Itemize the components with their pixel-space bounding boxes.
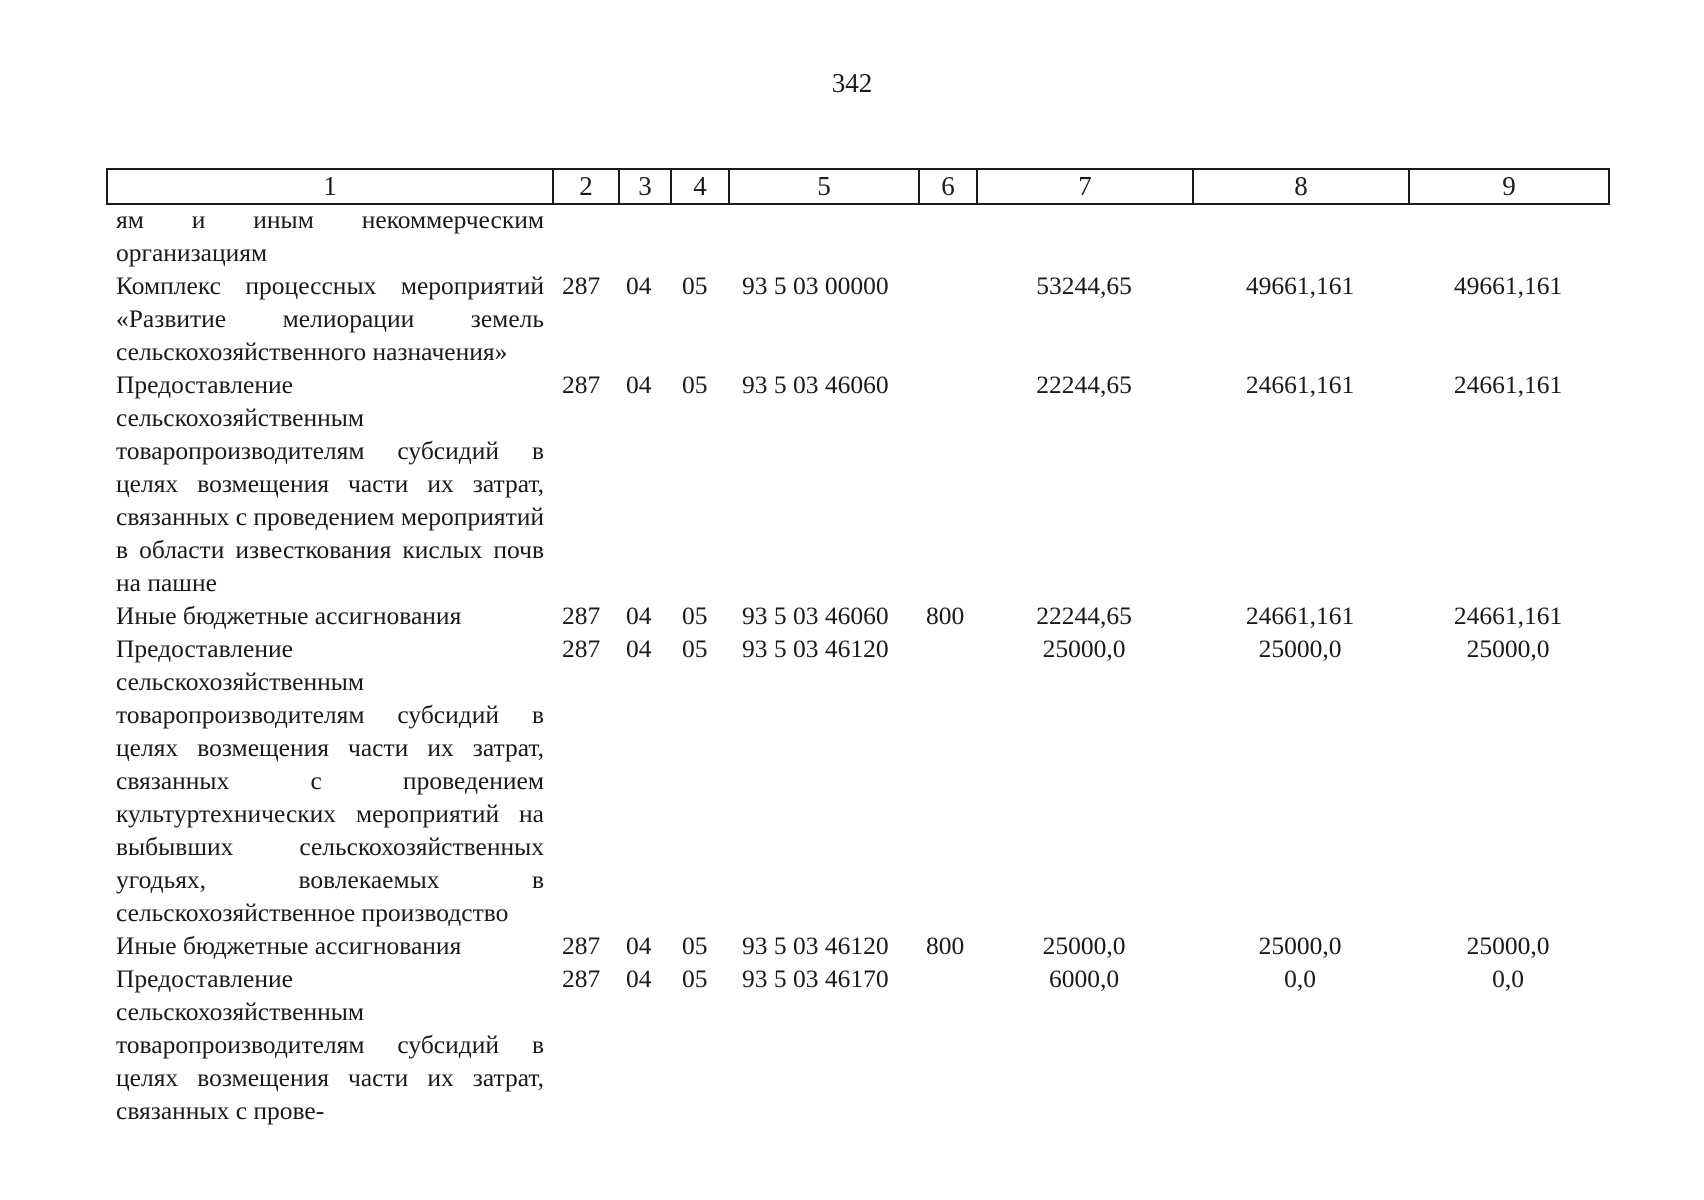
row-code-2: 287 [562,931,601,960]
row-code-6: 800 [926,601,965,630]
table-row [106,929,1608,962]
row-description: Комплекс процессных мероприятий «Развитие мелиорации земель сельскохозяйственного назначения» [116,271,544,366]
row-description: Предоставление сельскохозяйственным товаропроизводителям субсидий в целях возмещения части их затрат, связанных с прове- [116,964,544,1125]
table-row [106,962,1608,1127]
row-code-6: 800 [926,931,965,960]
row-code-5: 93 5 03 46120 [742,634,889,663]
table-row [106,368,1608,599]
row-code-3: 04 [626,271,652,300]
row-amount-7: 25000,0 [1042,634,1126,663]
row-description: Предоставление сельскохозяйственным товаропроизводителям субсидий в целях возмещения части их затрат, связанных с проведением культуртехнических мероприятий на выбывших сельскохозяйственных угодьях, вовлекаемых в сельскохозяйственное производство [116,634,544,927]
page-number: 342 [831,68,873,98]
row-code-6 [918,962,976,1127]
column-header-1: 1 [107,169,553,204]
row-code-5: 93 5 03 00000 [742,271,889,300]
row-amount-9: 25000,0 [1466,931,1550,960]
row-code-2: 287 [562,601,601,630]
table-row [106,599,1608,632]
row-code-5: 93 5 03 46120 [742,931,889,960]
column-header-3: 3 [619,169,671,204]
row-code-2: 287 [562,964,601,993]
row-code-6 [918,269,976,368]
row-description: ям и иным некоммерческим организациям [116,205,544,267]
row-code-4: 05 [682,370,708,399]
row-amount-9: 49661,161 [1453,271,1563,300]
row-code-2: 287 [562,271,601,300]
row-code-5: 93 5 03 46170 [742,964,889,993]
row-description: Иные бюджетные ассигнования [116,601,462,630]
row-code-5: 93 5 03 46060 [742,370,889,399]
row-amount-7: 25000,0 [1042,931,1126,960]
row-code-3: 04 [626,964,652,993]
row-amount-8: 24661,161 [1245,370,1355,399]
row-code-3: 04 [626,931,652,960]
row-amount-7: 22244,65 [1036,601,1132,630]
row-code-6 [918,203,976,269]
table-row [106,269,1608,368]
row-amount-8: 0,0 [1284,964,1316,993]
row-amount-8: 49661,161 [1245,271,1355,300]
row-amount-9: 25000,0 [1466,634,1550,663]
row-amount-7 [976,203,1192,269]
row-code-2 [552,203,618,269]
row-code-5: 93 5 03 46060 [742,601,889,630]
row-amount-8 [1192,203,1408,269]
row-description: Предоставление сельскохозяйственным товаропроизводителям субсидий в целях возмещения части их затрат, связанных с проведением мероприятий в области известкования кислых почв на пашне [116,370,544,597]
row-amount-8: 24661,161 [1245,601,1355,630]
row-code-4 [670,203,728,269]
row-amount-7: 22244,65 [1036,370,1132,399]
row-code-2: 287 [562,634,601,663]
row-amount-9: 0,0 [1492,964,1524,993]
row-code-6 [918,632,976,929]
row-code-5 [728,203,918,269]
row-amount-7: 6000,0 [1048,964,1120,993]
column-header-9: 9 [1409,169,1609,204]
column-header-2: 2 [553,169,619,204]
row-amount-9: 24661,161 [1453,601,1563,630]
row-code-2: 287 [562,370,601,399]
row-description: Иные бюджетные ассигнования [116,931,462,960]
column-header-row [106,168,1610,205]
row-amount-8: 25000,0 [1258,931,1342,960]
row-code-3 [618,203,670,269]
table-row [106,632,1608,929]
column-header-5: 5 [729,169,919,204]
column-header-7: 7 [977,169,1193,204]
row-code-3: 04 [626,370,652,399]
table-row [106,203,1608,269]
row-code-4: 05 [682,601,708,630]
row-code-6 [918,368,976,599]
row-amount-7: 53244,65 [1036,271,1132,300]
row-code-4: 05 [682,964,708,993]
column-header-4: 4 [671,169,729,204]
row-amount-9: 24661,161 [1453,370,1563,399]
row-amount-9 [1408,203,1608,269]
column-header-6: 6 [919,169,977,204]
row-amount-8: 25000,0 [1258,634,1342,663]
row-code-3: 04 [626,634,652,663]
row-code-4: 05 [682,271,708,300]
row-code-4: 05 [682,634,708,663]
row-code-3: 04 [626,601,652,630]
row-code-4: 05 [682,931,708,960]
column-header-8: 8 [1193,169,1409,204]
budget-table [106,203,1608,1127]
